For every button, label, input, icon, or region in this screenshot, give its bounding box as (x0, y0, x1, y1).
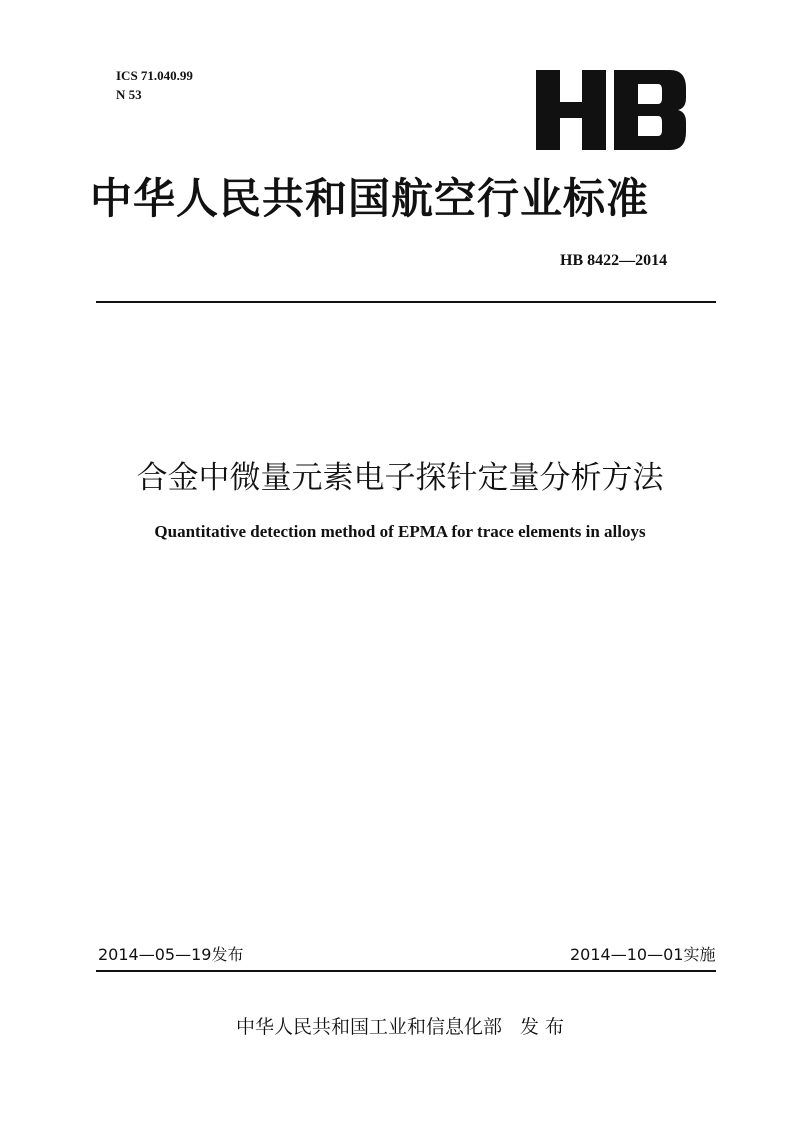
standard-code: HB 8422—2014 (560, 252, 668, 269)
ccs-code: N 53 (116, 87, 142, 102)
issuer-name: 中华人民共和国工业和信息化部 (235, 1016, 502, 1038)
chinese-title: 合金中微量元素电子探针定量分析方法 (136, 460, 664, 496)
implementation-date: 2014—10—01实施 (570, 945, 716, 964)
organization-title: 中华人民共和国航空行业标准 (90, 174, 650, 223)
issue-date: 2014—05—19发布 (98, 945, 244, 964)
hb-logo (536, 70, 686, 150)
english-title: Quantitative detection method of EPMA for trace elements in alloys (154, 522, 646, 541)
top-divider (96, 301, 716, 303)
classification-block (116, 66, 193, 104)
logo-b (614, 70, 686, 150)
bottom-divider (96, 970, 716, 972)
logo-h-bar (536, 102, 606, 118)
ics-code: ICS 71.040.99 (116, 68, 193, 83)
issuer-action: 发 布 (519, 1016, 565, 1038)
issuer-line (0, 1012, 800, 1039)
